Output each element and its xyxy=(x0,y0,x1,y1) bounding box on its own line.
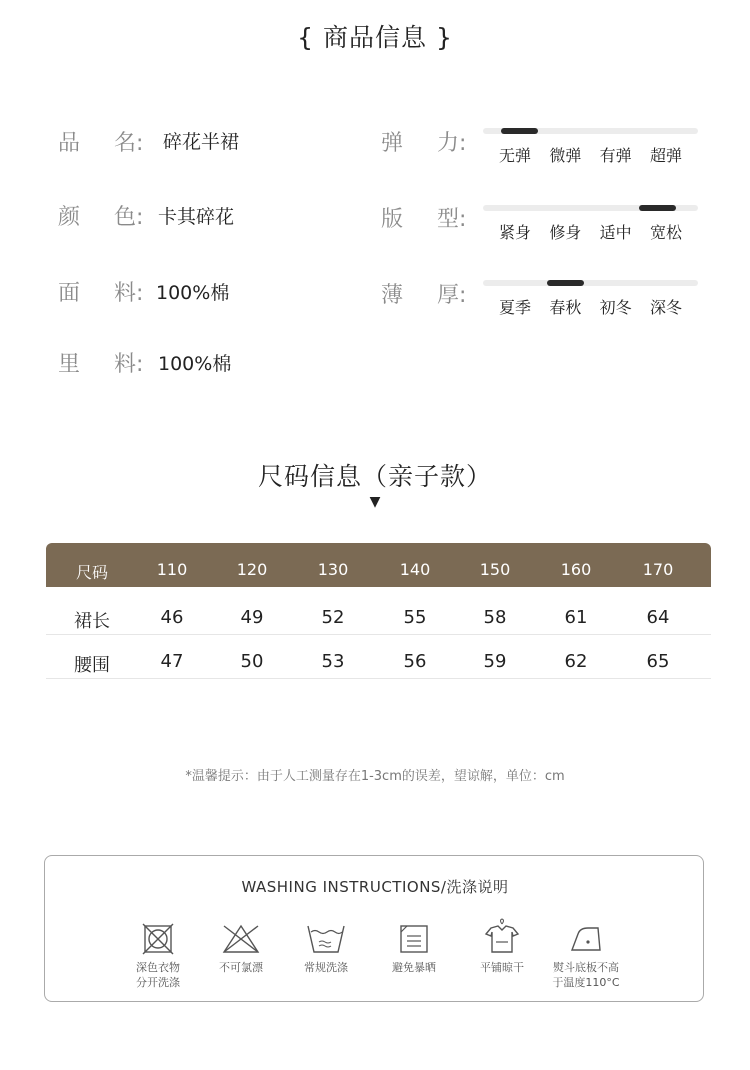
no-bleach-icon xyxy=(220,922,262,956)
scale-thickness-bar xyxy=(483,280,698,286)
table-cell: 49 xyxy=(240,607,264,628)
scale-option: 宽松 xyxy=(649,223,682,242)
attr-name-value: 碎花半裙 xyxy=(163,131,240,153)
table-cell: 55 xyxy=(403,607,427,628)
header-cell: 120 xyxy=(236,560,268,579)
wash-label: 深色衣物 分开洗涤 xyxy=(136,961,180,989)
shade-dry-icon xyxy=(397,922,431,956)
scale-option: 初冬 xyxy=(599,298,632,317)
table-row xyxy=(46,590,711,635)
wash-item xyxy=(457,918,547,975)
table-cell: 59 xyxy=(483,651,507,672)
iron-icon xyxy=(566,922,606,956)
table-cell: 65 xyxy=(646,651,670,672)
header-cell: 110 xyxy=(156,560,188,579)
table-cell: 腰围 xyxy=(74,655,110,676)
size-table-header xyxy=(46,543,711,587)
wash-item xyxy=(541,922,631,990)
scale-option: 有弹 xyxy=(599,146,632,165)
scale-thickness-marker xyxy=(547,280,584,286)
table-row xyxy=(46,634,711,679)
scale-option: 微弹 xyxy=(549,146,582,165)
table-cell: 裙长 xyxy=(74,611,110,632)
table-cell: 50 xyxy=(240,651,264,672)
attr-color-value: 卡其碎花 xyxy=(158,206,235,228)
wash-item xyxy=(281,922,371,975)
header-cell: 160 xyxy=(560,560,592,579)
washing-instructions-box xyxy=(44,855,704,1002)
scale-option: 适中 xyxy=(599,223,632,242)
scale-elasticity-marker xyxy=(501,128,538,134)
wash-label: 熨斗底板不高 于温度110°C xyxy=(552,961,620,989)
down-arrow-icon: ▼ xyxy=(369,494,381,510)
header-cell: 150 xyxy=(479,560,511,579)
wash-label: 不可氯漂 xyxy=(219,961,263,974)
table-cell: 52 xyxy=(321,607,345,628)
flat-dry-icon xyxy=(483,918,521,956)
table-cell: 58 xyxy=(483,607,507,628)
table-cell: 62 xyxy=(564,651,588,672)
attr-fabric-value: 100%棉 xyxy=(156,282,230,304)
wash-label: 避免暴晒 xyxy=(392,961,436,974)
scale-fit-options xyxy=(483,220,698,243)
wash-tub-icon xyxy=(305,922,347,956)
scale-thickness-options xyxy=(483,295,698,318)
wash-item xyxy=(113,922,203,990)
table-cell: 46 xyxy=(160,607,184,628)
header-cell: 140 xyxy=(399,560,431,579)
scale-option: 春秋 xyxy=(549,298,582,317)
attr-lining-label: 里 料: xyxy=(58,352,144,377)
attr-lining-value: 100%棉 xyxy=(158,353,232,375)
scale-option: 修身 xyxy=(549,223,582,242)
scale-fit-bar xyxy=(483,205,698,211)
scale-elasticity-options xyxy=(483,143,698,166)
attr-fabric-label: 面 料: xyxy=(58,281,144,306)
scale-thickness-label: 薄 厚: xyxy=(381,283,467,308)
attr-name-label: 品 名: xyxy=(58,131,144,156)
wash-item xyxy=(196,922,286,975)
product-info-title: { 商品信息 } xyxy=(297,23,453,52)
scale-option: 超弹 xyxy=(649,146,682,165)
no-tumble-dry-icon xyxy=(141,922,175,956)
table-cell: 61 xyxy=(564,607,588,628)
table-cell: 47 xyxy=(160,651,184,672)
scale-option: 无弹 xyxy=(499,146,532,165)
attr-color-label: 颜 色: xyxy=(58,205,144,230)
washing-title: WASHING INSTRUCTIONS/洗涤说明 xyxy=(241,878,509,896)
header-cell: 尺码 xyxy=(75,563,108,582)
table-cell: 56 xyxy=(403,651,427,672)
scale-elasticity-bar xyxy=(483,128,698,134)
header-cell: 170 xyxy=(642,560,674,579)
wash-label: 常规洗涤 xyxy=(304,961,348,974)
table-cell: 64 xyxy=(646,607,670,628)
scale-fit-marker xyxy=(639,205,676,211)
header-cell: 130 xyxy=(317,560,349,579)
wash-label: 平铺晾干 xyxy=(480,961,524,974)
table-cell: 53 xyxy=(321,651,345,672)
scale-option: 深冬 xyxy=(649,298,682,317)
scale-fit-label: 版 型: xyxy=(381,207,467,232)
scale-elasticity-label: 弹 力: xyxy=(381,131,467,156)
scale-option: 紧身 xyxy=(499,223,532,242)
measurement-tip: *温馨提示：由于人工测量存在1-3cm的误差，望谅解，单位：cm xyxy=(185,769,565,784)
wash-item xyxy=(369,922,459,975)
scale-option: 夏季 xyxy=(499,298,532,317)
size-info-title: 尺码信息（亲子款） xyxy=(257,462,492,491)
